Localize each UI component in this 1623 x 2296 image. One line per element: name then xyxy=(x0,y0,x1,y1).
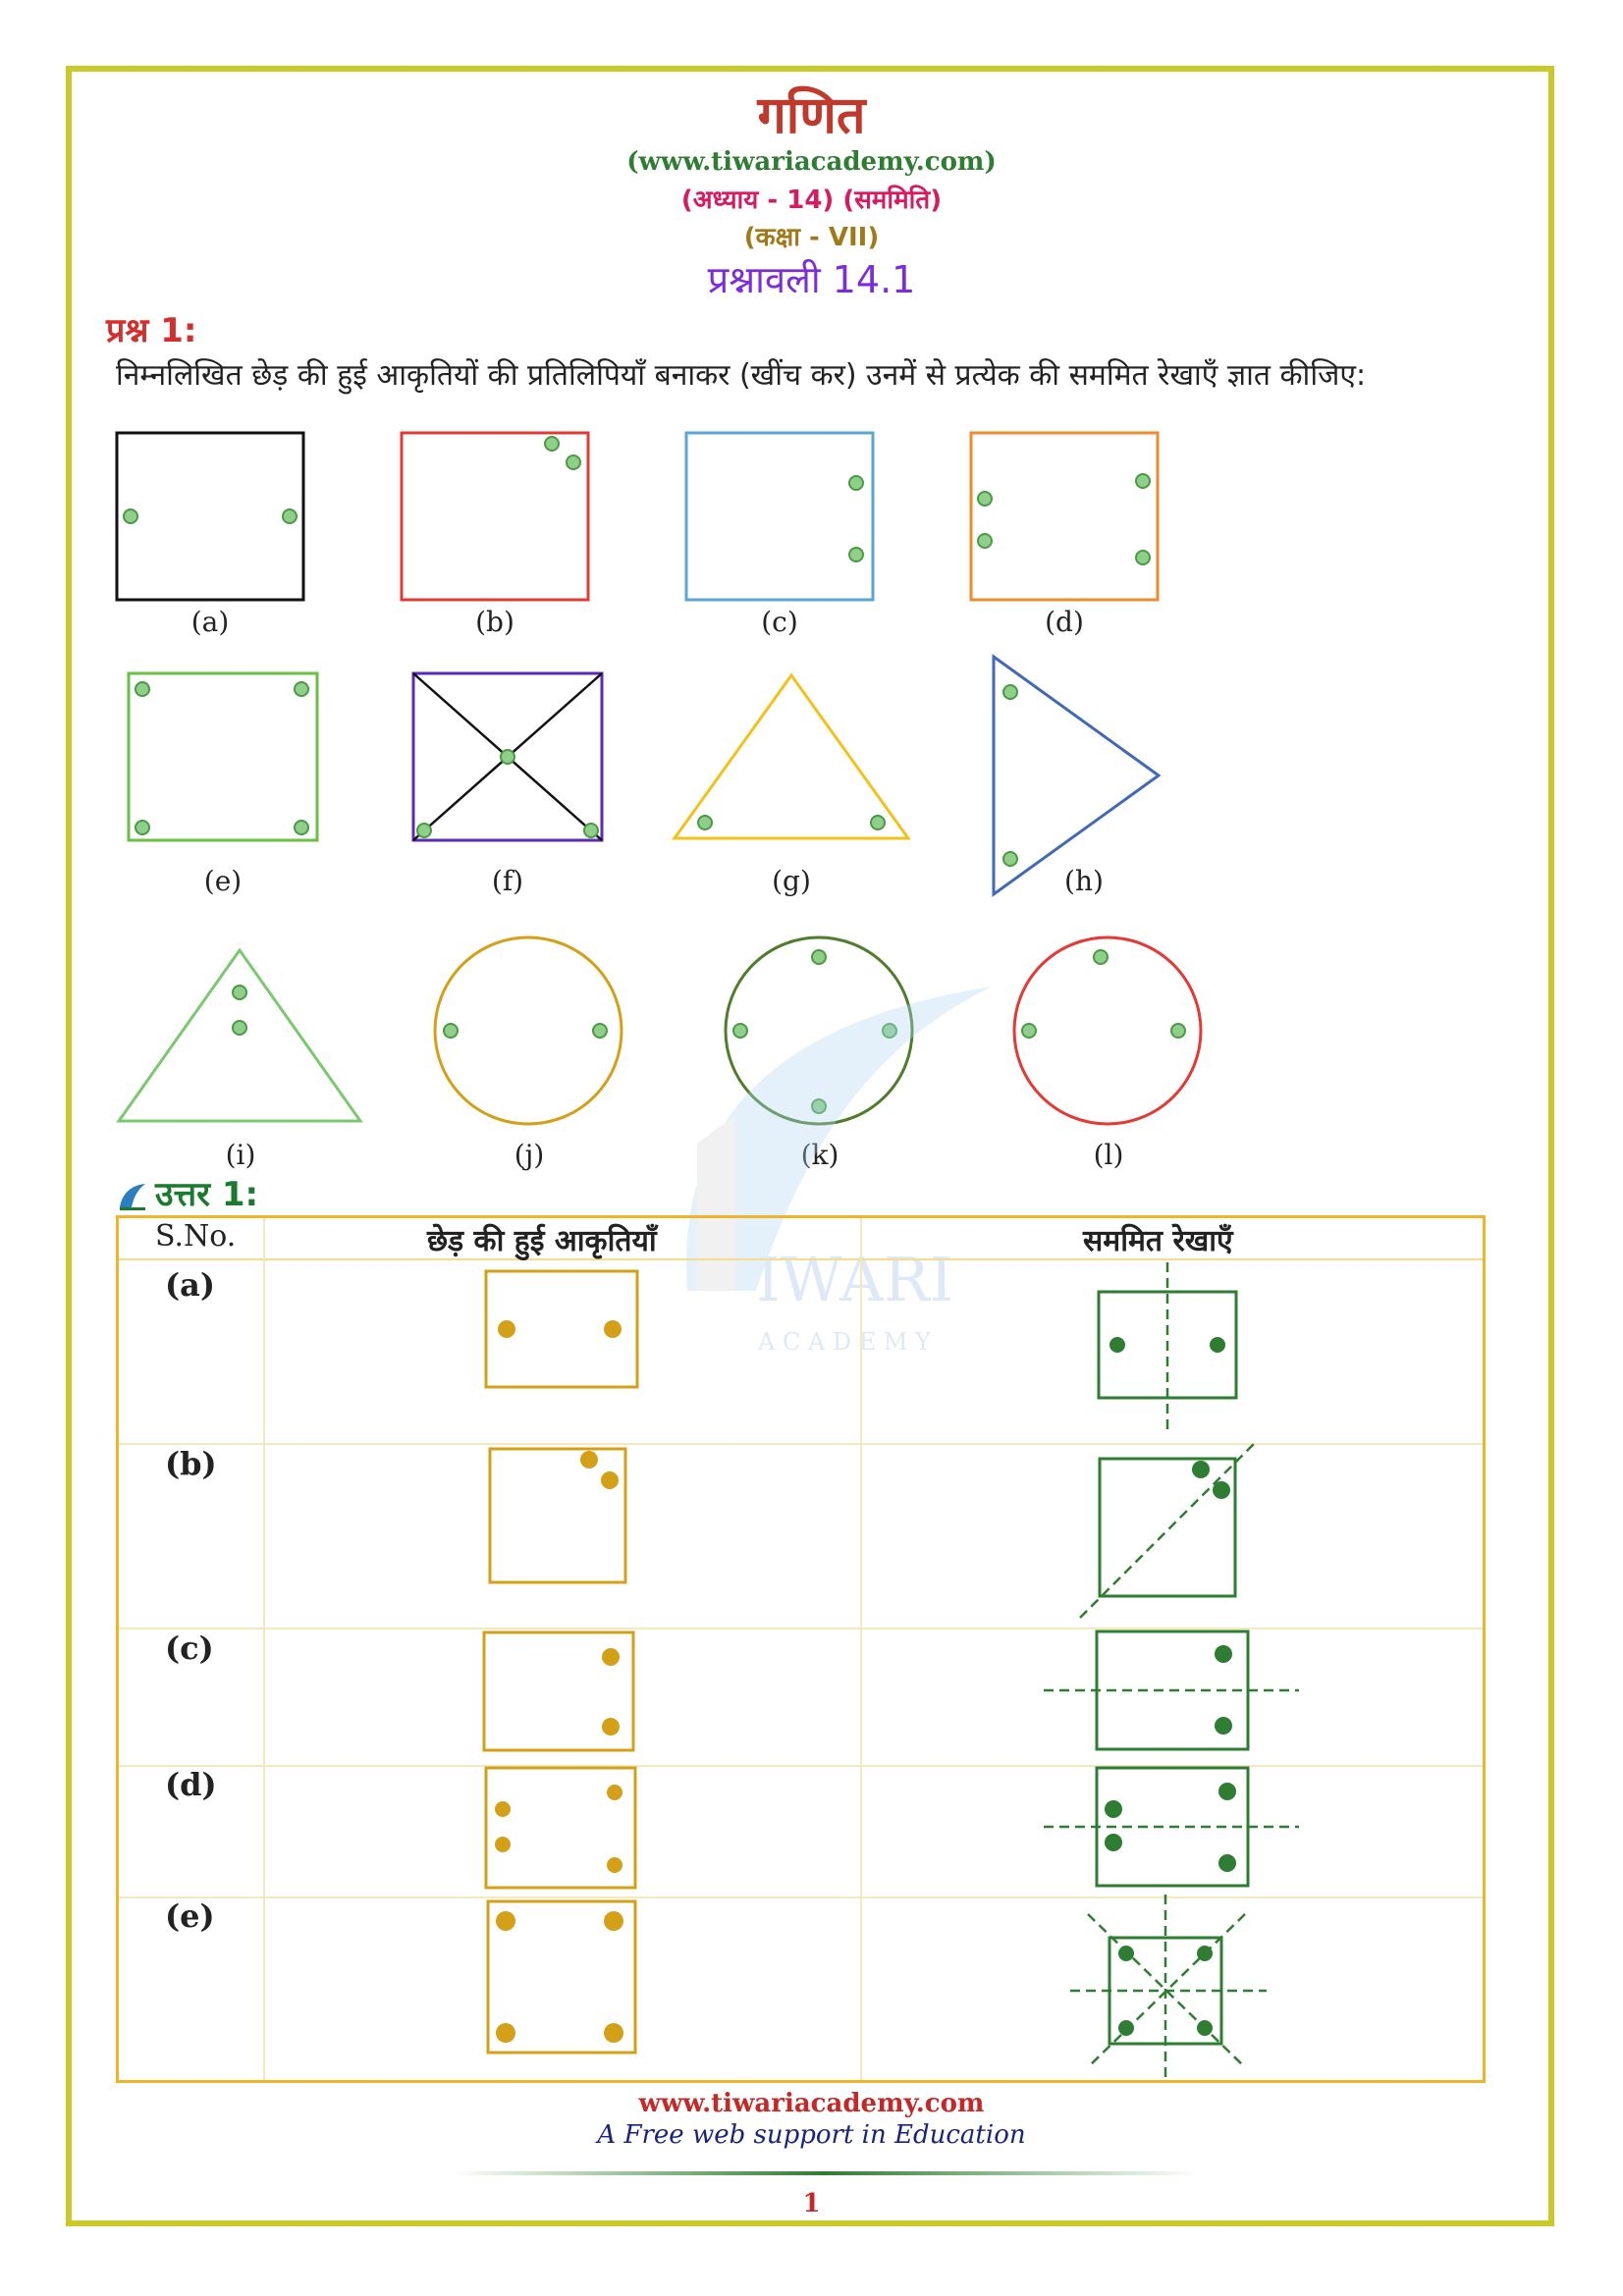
figure-label-e: (e) xyxy=(203,865,243,897)
footer-divider xyxy=(452,2169,1198,2177)
answer-figure-c xyxy=(482,1630,635,1752)
figure-label-h: (h) xyxy=(1064,865,1104,897)
figure-label-c: (c) xyxy=(761,606,798,638)
header-website: (www.tiwariacademy.com) xyxy=(626,147,997,177)
row-label-b: (b) xyxy=(165,1445,217,1482)
figure-l xyxy=(1011,934,1204,1127)
figure-j xyxy=(432,934,624,1127)
figure-label-b: (b) xyxy=(475,606,514,638)
page-number: 1 xyxy=(802,2189,821,2218)
figure-label-k: (k) xyxy=(800,1139,839,1171)
figure-e xyxy=(128,672,318,841)
answer-figure-e xyxy=(486,1899,637,2055)
figure-label-l: (l) xyxy=(1093,1139,1124,1171)
figure-i xyxy=(116,947,363,1124)
question-label: प्रश्न 1: xyxy=(106,311,197,350)
header-sno: S.No. xyxy=(155,1219,237,1254)
watermark-sub: A C A D E M Y xyxy=(758,1328,931,1356)
figure-label-i: (i) xyxy=(225,1139,256,1171)
footer-tagline: A Free web support in Education xyxy=(597,2120,1026,2150)
chapter-info: (अध्याय - 14) (सममिति) xyxy=(680,186,943,215)
symmetry-figure-d xyxy=(1044,1764,1299,1892)
answer-figure-a xyxy=(484,1269,639,1389)
watermark-name: IWARI xyxy=(756,1244,954,1315)
row-label-a: (a) xyxy=(165,1266,216,1304)
exercise-title: प्रश्नावली 14.1 xyxy=(707,258,916,301)
answer-figure-b xyxy=(488,1447,627,1584)
figure-label-a: (a) xyxy=(190,606,230,638)
page-title: गणित xyxy=(757,86,866,145)
figure-f xyxy=(412,672,603,841)
figure-c xyxy=(685,432,874,601)
answer-label xyxy=(116,1170,258,1215)
row-label-d: (d) xyxy=(165,1766,217,1803)
figure-label-d: (d) xyxy=(1045,606,1084,638)
header-shape: छेड़ की हुई आकृतियाँ xyxy=(427,1224,657,1258)
figure-label-f: (f) xyxy=(491,865,524,897)
row-label-c: (c) xyxy=(165,1629,214,1667)
symmetry-figure-e xyxy=(1070,1895,1267,2081)
symmetry-figure-a xyxy=(1095,1262,1242,1433)
figure-a xyxy=(116,432,304,601)
figure-h xyxy=(990,653,1163,898)
question-text: निम्नलिखित छेड़ की हुई आकृतियों की प्रतिलिपियाँ बनाकर (खींच कर) उनमें से प्रत्येक की सममित रेखाएँ ज्ञात कीजिए: xyxy=(116,358,1367,393)
class-info: (कक्षा - VII) xyxy=(743,223,880,252)
row-label-e: (e) xyxy=(165,1897,215,1935)
figure-b xyxy=(401,432,589,601)
figure-g xyxy=(672,672,911,841)
answer-figure-d xyxy=(484,1766,637,1890)
header-symmetry: सममित रेखाएँ xyxy=(1083,1224,1233,1258)
answer-label-text: उत्तर 1: xyxy=(155,1175,259,1214)
figure-d xyxy=(970,432,1159,601)
tiwari-logo-icon xyxy=(116,1180,149,1213)
symmetry-figure-c xyxy=(1044,1628,1299,1755)
symmetry-figure-b xyxy=(1078,1439,1259,1620)
figure-label-j: (j) xyxy=(514,1139,545,1171)
footer-website: www.tiwariacademy.com xyxy=(638,2089,985,2118)
figure-label-g: (g) xyxy=(772,865,811,897)
